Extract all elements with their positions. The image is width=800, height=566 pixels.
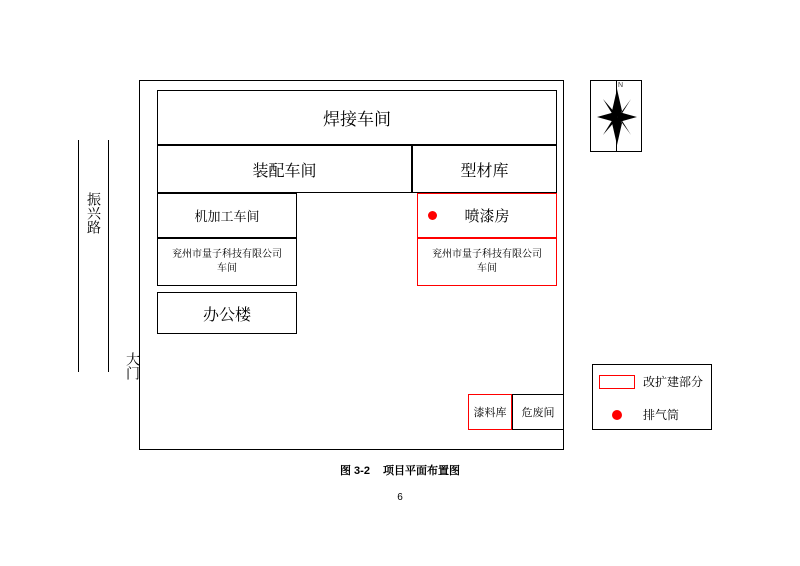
- building-office: [157, 292, 297, 334]
- building-paint-storage: [468, 394, 512, 430]
- building-label: 漆料库: [473, 407, 507, 419]
- page-number: 6: [397, 492, 403, 503]
- building-label: 机加工车间: [194, 209, 260, 224]
- figure-number: 图 3-2: [339, 465, 370, 477]
- building-welding-workshop: [157, 90, 557, 145]
- building-label: 危废间: [521, 407, 555, 419]
- road-edge-right-line: [108, 140, 109, 372]
- building-label: 焊接车间: [323, 110, 391, 129]
- figure-caption: [0, 462, 800, 478]
- legend-item-label: 改扩建部分: [643, 375, 704, 389]
- legend-item-expansion: [593, 365, 713, 398]
- building-company-workshop-left: [157, 238, 297, 286]
- red-dot-icon: [599, 410, 635, 420]
- company-name-label: 兖州市量子科技有限公司: [432, 249, 542, 260]
- road-name-label: 振兴路: [86, 192, 102, 234]
- building-label: 装配车间: [252, 162, 317, 180]
- workshop-sub-label: 车间: [477, 263, 497, 274]
- exhaust-stack-dot-icon: [428, 211, 437, 220]
- road-edge-left-line: [78, 140, 79, 372]
- building-profile-warehouse: [412, 145, 557, 193]
- workshop-sub-label: 车间: [217, 263, 237, 274]
- building-machining-workshop: [157, 193, 297, 238]
- building-assembly-workshop: [157, 145, 412, 193]
- red-dot-shape: [612, 410, 622, 420]
- building-label: 办公楼: [202, 306, 251, 324]
- red-rectangle-icon: [599, 375, 635, 389]
- gate-label: 大门: [125, 352, 141, 380]
- building-label: 型材库: [460, 162, 509, 180]
- company-name-label: 兖州市量子科技有限公司: [172, 249, 282, 260]
- building-label: 喷漆房: [464, 208, 510, 225]
- building-hazardous-waste-room: [512, 394, 564, 430]
- compass-star-shape: [591, 81, 642, 152]
- building-company-workshop-right: [417, 238, 557, 286]
- compass-north-icon: [590, 80, 642, 152]
- building-spray-paint-room: [417, 193, 557, 238]
- compass-north-label: N: [618, 82, 624, 89]
- legend-item-label: 排气筒: [643, 408, 680, 422]
- legend-item-exhaust-stack: [593, 398, 713, 431]
- legend: [592, 364, 712, 430]
- figure-title: 项目平面布置图: [383, 465, 461, 477]
